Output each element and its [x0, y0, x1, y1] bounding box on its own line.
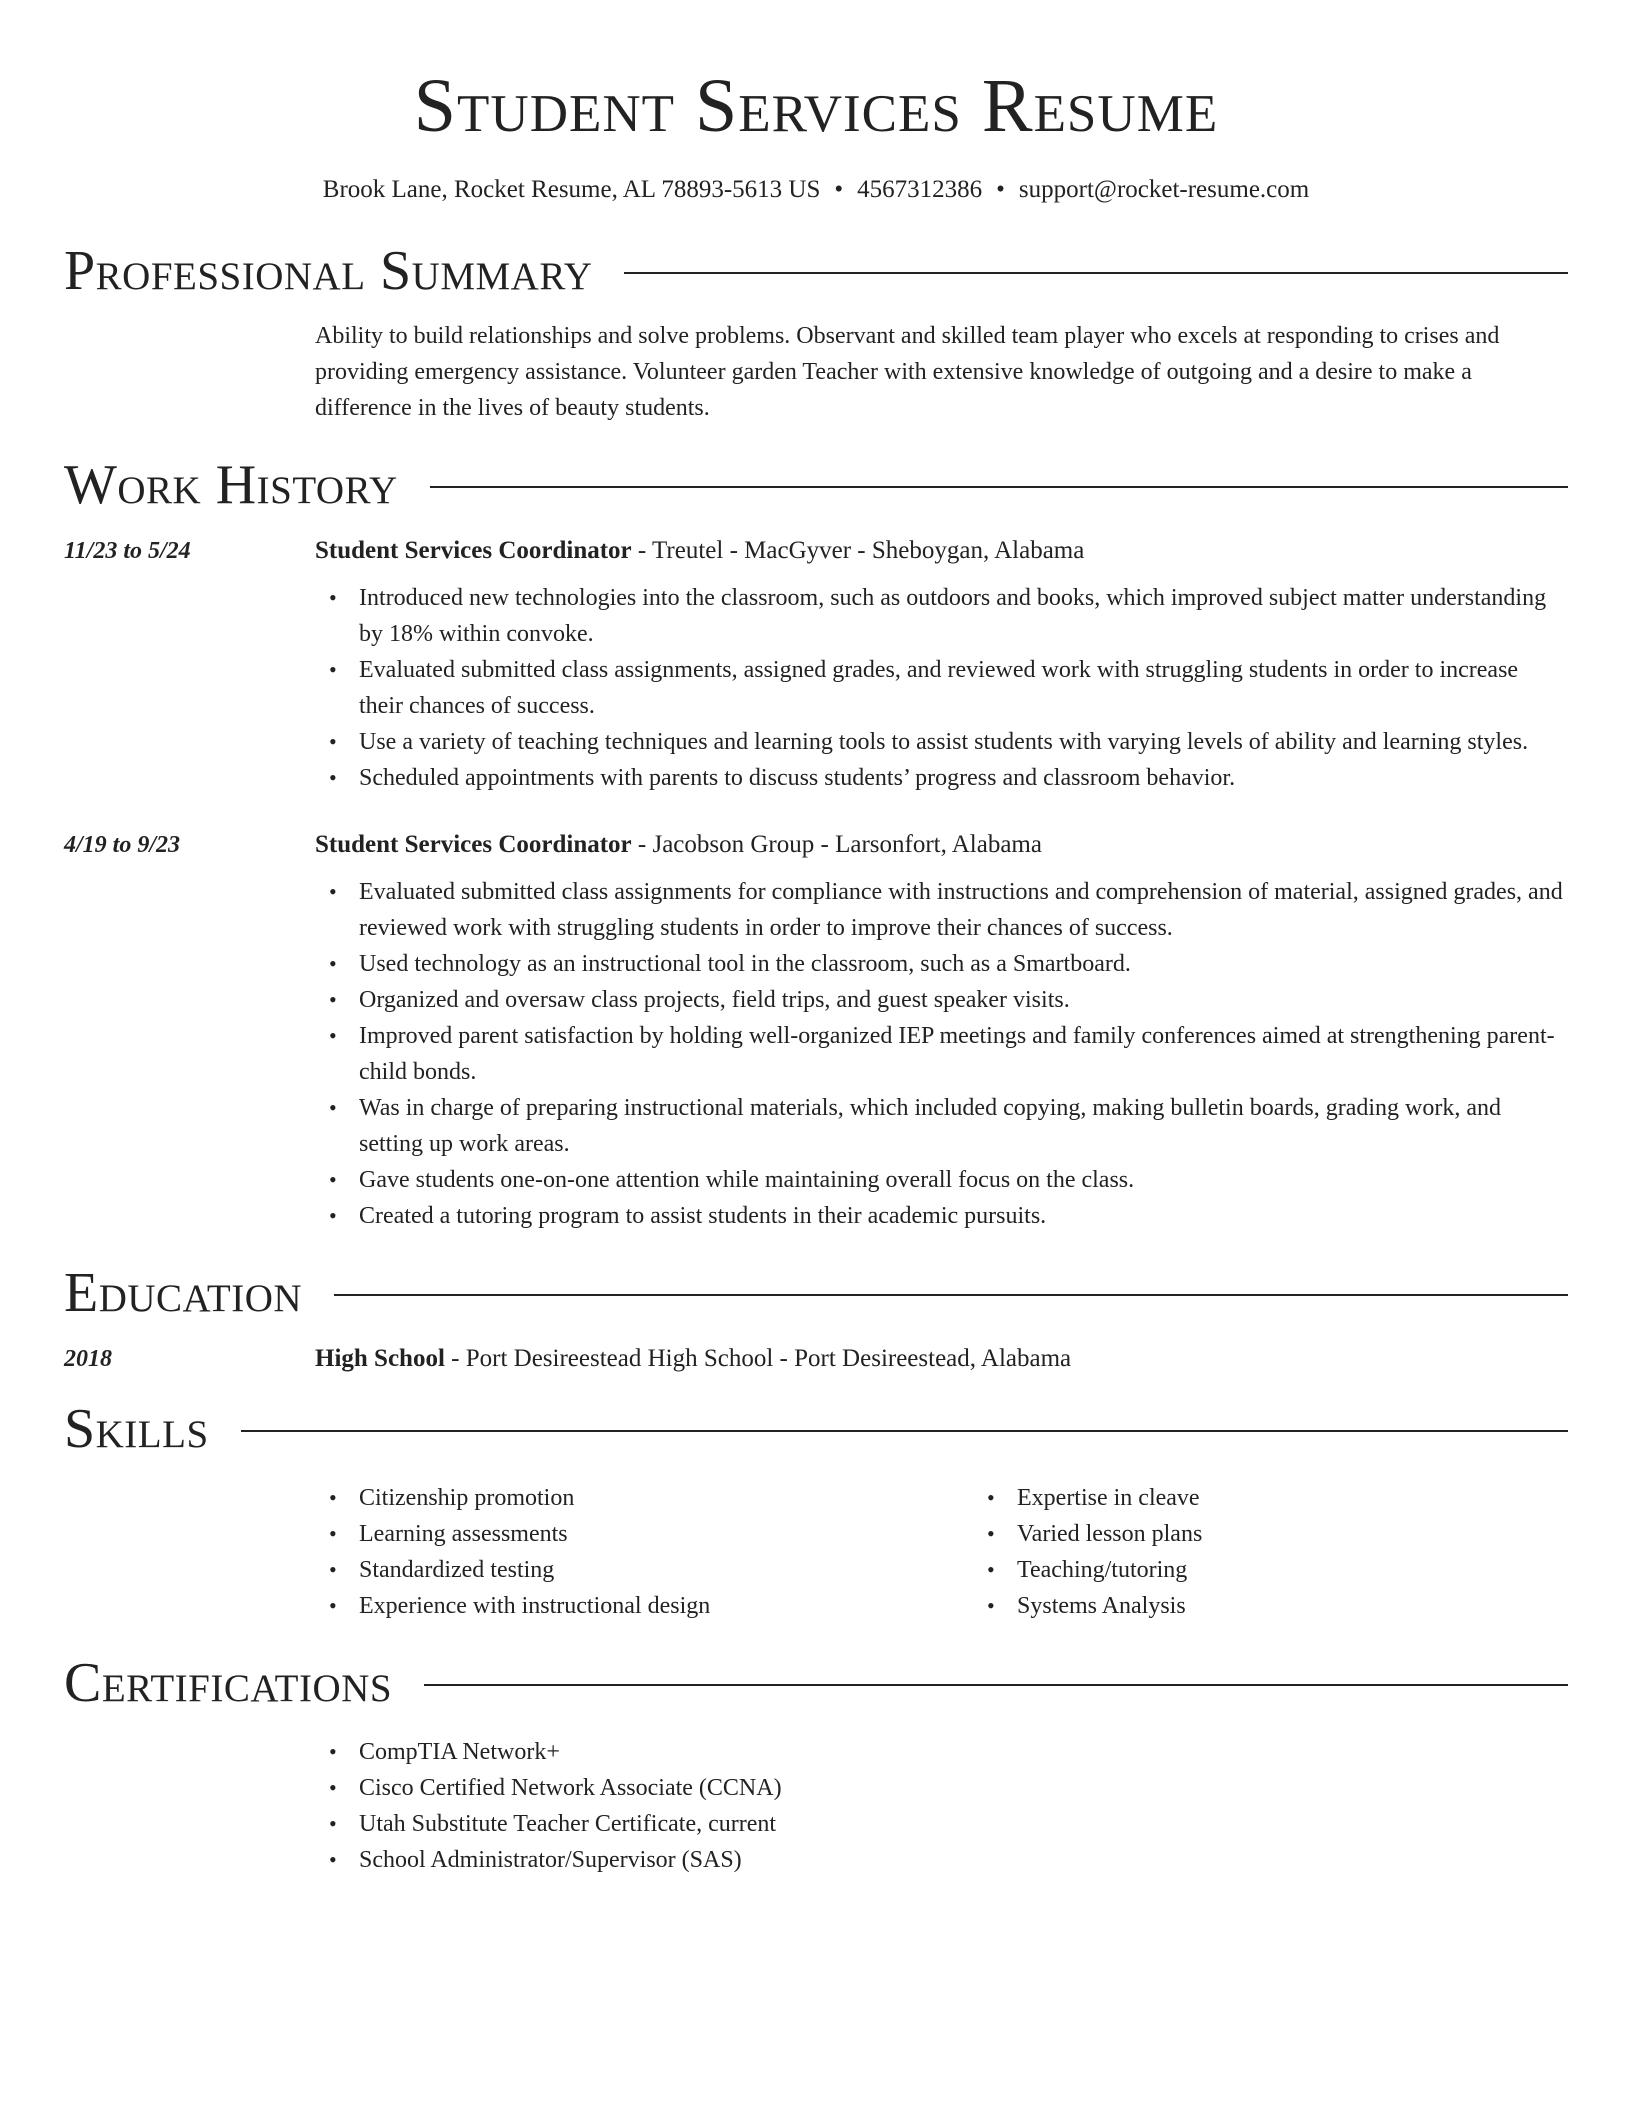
list-item: • Experience with instructional design	[359, 1588, 973, 1624]
list-item: • Varied lesson plans	[1017, 1516, 1631, 1552]
section-divider	[241, 1430, 1568, 1432]
section-divider	[430, 486, 1568, 488]
section-professional-summary	[64, 236, 1568, 306]
certifications-list	[315, 1734, 1568, 1878]
education-entry	[64, 1342, 1568, 1376]
section-education	[64, 1258, 1568, 1328]
list-item: • CompTIA Network+	[359, 1734, 1568, 1770]
resume-title: Student Services Resume	[413, 64, 1219, 148]
section-certifications	[64, 1648, 1568, 1718]
list-item: • Used technology as an instructional tool in the classroom, such as a Smartboard.	[359, 946, 1568, 982]
section-heading: Work History	[64, 454, 398, 516]
list-item: • Utah Substitute Teacher Certificate, current	[359, 1806, 1568, 1842]
job-entry	[64, 828, 1568, 1234]
job-entry	[64, 534, 1568, 796]
contact-email: support@rocket-resume.com	[1018, 176, 1310, 203]
list-item: • Created a tutoring program to assist students in their academic pursuits.	[359, 1198, 1568, 1234]
list-item: • Cisco Certified Network Associate (CCNA)	[359, 1770, 1568, 1806]
education-line	[315, 1342, 1568, 1376]
list-item: • Expertise in cleave	[1017, 1480, 1631, 1516]
list-item: • Evaluated submitted class assignments for compliance with instructions and comprehension of material, assigned grades, and reviewed work with struggling students in order to improve their chances of success.	[359, 874, 1568, 946]
contact-separator: •	[996, 176, 1005, 203]
job-dates: 11/23 to 5/24	[64, 538, 191, 564]
job-dates: 4/19 to 9/23	[64, 832, 181, 858]
section-heading: Skills	[64, 1398, 209, 1460]
job-bullets	[315, 580, 1568, 796]
list-item: • Scheduled appointments with parents to discuss students’ progress and classroom behavior.	[359, 760, 1568, 796]
contact-address: Brook Lane, Rocket Resume, AL 78893-5613 US	[322, 176, 821, 203]
contact-line	[64, 174, 1568, 206]
education-degree: High School	[315, 1345, 445, 1372]
list-item: • Use a variety of teaching techniques and learning tools to assist students with varying levels of ability and learning styles.	[359, 724, 1568, 760]
list-item: • Evaluated submitted class assignments, assigned grades, and reviewed work with struggling students in order to increase their chances of success.	[359, 652, 1568, 724]
job-title-line	[315, 534, 1568, 568]
job-title-line	[315, 828, 1568, 862]
section-heading: Professional Summary	[64, 240, 593, 302]
section-skills	[64, 1394, 1568, 1464]
skills-grid	[315, 1480, 1631, 1624]
skills-row	[64, 1464, 1568, 1624]
job-employer: - Jacobson Group - Larsonfort, Alabama	[631, 831, 1042, 858]
summary-row	[64, 318, 1568, 426]
contact-phone: 4567312386	[857, 176, 983, 203]
list-item: • Standardized testing	[359, 1552, 973, 1588]
job-title: Student Services Coordinator	[315, 537, 632, 564]
list-item: • Teaching/tutoring	[1017, 1552, 1631, 1588]
job-bullets	[315, 874, 1568, 1234]
list-item: • Was in charge of preparing instructional materials, which included copying, making bulletin boards, grading work, and setting up work areas.	[359, 1090, 1568, 1162]
list-item: • School Administrator/Supervisor (SAS)	[359, 1842, 1568, 1878]
section-divider	[424, 1684, 1568, 1686]
summary-text: Ability to build relationships and solve problems. Observant and skilled team player who excels at responding to crises and providing emergency assistance. Volunteer garden Teacher with extensive knowledge of outgoing and a desire to make a difference in the lives of beauty students.	[315, 323, 1500, 421]
list-item: • Citizenship promotion	[359, 1480, 973, 1516]
skills-list-right	[973, 1480, 1631, 1624]
job-employer: - Treutel - MacGyver - Sheboygan, Alabama	[631, 537, 1085, 564]
section-divider	[334, 1294, 1568, 1296]
education-school: - Port Desireestead High School - Port Desireestead, Alabama	[444, 1345, 1072, 1372]
section-heading: Certifications	[64, 1652, 393, 1714]
education-year: 2018	[64, 1346, 112, 1372]
list-item: • Organized and oversaw class projects, field trips, and guest speaker visits.	[359, 982, 1568, 1018]
skills-list-left	[315, 1480, 973, 1624]
list-item: • Gave students one-on-one attention while maintaining overall focus on the class.	[359, 1162, 1568, 1198]
list-item: • Improved parent satisfaction by holding well-organized IEP meetings and family conferences aimed at strengthening parent-child bonds.	[359, 1018, 1568, 1090]
section-work-history	[64, 450, 1568, 520]
list-item: • Systems Analysis	[1017, 1588, 1631, 1624]
section-divider	[624, 272, 1568, 274]
section-heading: Education	[64, 1262, 303, 1324]
list-item: • Introduced new technologies into the classroom, such as outdoors and books, which improved subject matter understanding by 18% within convoke.	[359, 580, 1568, 652]
job-title: Student Services Coordinator	[315, 831, 632, 858]
list-item: • Learning assessments	[359, 1516, 973, 1552]
certifications-row	[64, 1734, 1568, 1878]
contact-separator: •	[834, 176, 844, 203]
